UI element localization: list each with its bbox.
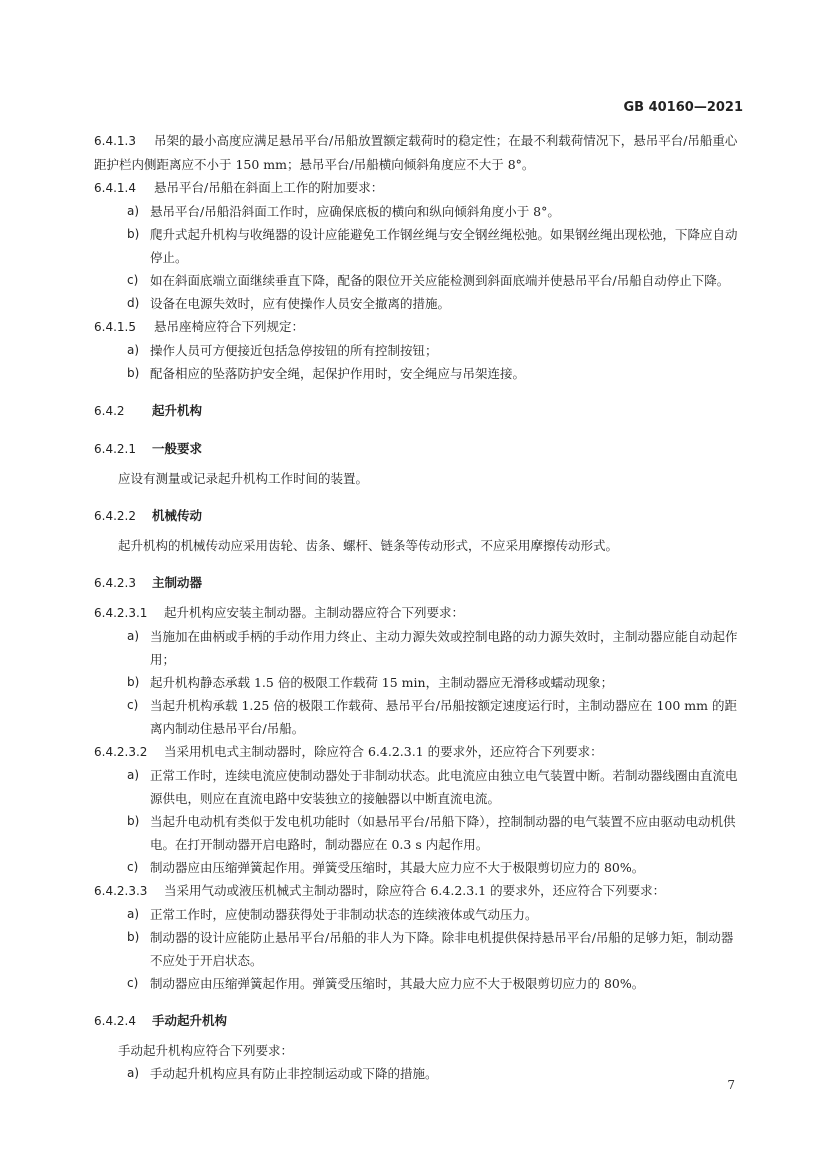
paragraph: 手动起升机构应符合下列要求： [118, 1043, 294, 1058]
item-text: 制动器的设计应能防止悬吊平台/吊船的非人为下降。除非电机提供保持悬吊平台/吊船的足够力矩，制动器不应处于开启状态。 [150, 930, 734, 968]
item-text: 手动起升机构应具有防止非控制运动或下降的措施。 [150, 1066, 438, 1081]
list-item [94, 926, 742, 972]
item-text: 爬升式起升机构与收绳器的设计应能避免工作钢丝绳与安全钢丝绳松弛。如果钢丝绳出现松弛，下降应自动停止。 [150, 227, 738, 265]
item-marker: a) [127, 204, 140, 218]
clause-text: 悬吊平台/吊船在斜面上工作的附加要求： [154, 180, 384, 195]
list-item [94, 292, 742, 315]
heading-number: 6.4.2.4 [94, 1014, 136, 1028]
document-body [94, 129, 742, 1085]
section-heading-6-4-2-2 [94, 504, 742, 528]
item-text: 配备相应的坠落防护安全绳，起保护作用时，安全绳应与吊架连接。 [150, 366, 526, 381]
item-marker: a) [127, 629, 140, 643]
clause-6-4-1-4 [94, 176, 742, 200]
clause-6-4-1-5 [94, 315, 742, 339]
clause-text: 起升机构应安装主制动器。主制动器应符合下列要求： [164, 605, 465, 620]
item-text: 当施加在曲柄或手柄的手动作用力终止、主动力源失效或控制电路的动力源失效时，主制动器应能自动起作用； [150, 629, 738, 667]
clause-text: 悬吊座椅应符合下列规定： [154, 319, 305, 334]
heading-title: 一般要求 [152, 441, 203, 456]
clause-6-4-1-3 [94, 129, 742, 176]
heading-title: 机械传动 [152, 508, 203, 523]
list-item [94, 269, 742, 292]
item-marker: c) [127, 976, 139, 990]
list-item [94, 694, 742, 740]
item-marker: a) [127, 907, 140, 921]
heading-number: 6.4.2.1 [94, 442, 136, 456]
clause-6-4-2-3-1 [94, 601, 742, 625]
clause-number: 6.4.2.3.1 [94, 606, 148, 620]
item-text: 正常工作时，连续电流应使制动器处于非制动状态。此电流应由独立电气装置中断。若制动器线圈由直流电源供电，则应在直流电路中安装独立的接触器以中断直流电流。 [150, 768, 738, 806]
list-item [94, 856, 742, 879]
item-marker: a) [127, 343, 140, 357]
item-marker: b) [127, 227, 140, 241]
item-marker: c) [127, 698, 139, 712]
list-item [94, 200, 742, 223]
heading-number: 6.4.2.3 [94, 576, 136, 590]
item-marker: b) [127, 930, 140, 944]
item-text: 操作人员可方便接近包括急停按钮的所有控制按钮； [150, 343, 438, 358]
list-item [94, 764, 742, 810]
clause-text: 当采用气动或液压机械式主制动器时，除应符合 6.4.2.3.1 的要求外，还应符合下列要求： [164, 883, 666, 898]
item-text: 当起升电动机有类似于发电机功能时（如悬吊平台/吊船下降），控制制动器的电气装置不应由驱动电动机供电。在打开制动器开启电路时，制动器应在 0.3 s 内起作用。 [150, 814, 736, 852]
item-text: 如在斜面底端立面继续垂直下降，配备的限位开关应能检测到斜面底端并使悬吊平台/吊船自动停止下降。 [150, 273, 730, 288]
list-item [94, 339, 742, 362]
heading-number: 6.4.2 [94, 404, 125, 418]
heading-title: 起升机构 [152, 403, 203, 418]
clause-text: 当采用机电式主制动器时，除应符合 6.4.2.3.1 的要求外，还应符合下列要求： [164, 744, 603, 759]
item-text: 起升机构静态承载 1.5 倍的极限工作载荷 15 min，主制动器应无滑移或蠕动现象； [150, 675, 614, 690]
section-heading-6-4-2-1 [94, 437, 742, 461]
item-marker: a) [127, 1066, 140, 1080]
clause-text: 吊架的最小高度应满足悬吊平台/吊船放置额定载荷时的稳定性；在最不利载荷情况下，悬吊平台/吊船重心距护栏内侧距离应不小于 150 mm；悬吊平台/吊船横向倾斜角度应不大于 8°。 [94, 133, 738, 172]
list-item [94, 625, 742, 671]
item-text: 设备在电源失效时，应有使操作人员安全撤离的措施。 [150, 296, 451, 311]
clause-number: 6.4.2.3.2 [94, 745, 148, 759]
list-item [94, 223, 742, 269]
item-text: 制动器应由压缩弹簧起作用。弹簧受压缩时，其最大应力应不大于极限剪切应力的 80%。 [150, 976, 645, 991]
heading-title: 主制动器 [152, 575, 203, 590]
item-marker: a) [127, 768, 140, 782]
clause-6-4-2-3-3 [94, 879, 742, 903]
item-marker: b) [127, 675, 140, 689]
list-item [94, 1062, 742, 1085]
paragraph: 起升机构的机械传动应采用齿轮、齿条、螺杆、链条等传动形式，不应采用摩擦传动形式。 [118, 538, 619, 553]
list-item [94, 362, 742, 385]
section-heading-6-4-2-4 [94, 1009, 742, 1033]
item-text: 当起升机构承载 1.25 倍的极限工作载荷、悬吊平台/吊船按额定速度运行时，主制动器应在 100 mm 的距离内制动住悬吊平台/吊船。 [150, 698, 737, 736]
list-item [94, 671, 742, 694]
item-marker: d) [127, 296, 140, 310]
item-marker: c) [127, 273, 139, 287]
document-code: GB 40160—2021 [623, 100, 743, 115]
section-heading-6-4-2-3 [94, 571, 742, 595]
item-marker: b) [127, 814, 140, 828]
list-item [94, 903, 742, 926]
clause-number: 6.4.1.3 [94, 134, 136, 148]
paragraph: 应设有测量或记录起升机构工作时间的装置。 [118, 471, 369, 486]
item-text: 制动器应由压缩弹簧起作用。弹簧受压缩时，其最大应力应不大于极限剪切应力的 80%。 [150, 860, 645, 875]
heading-title: 手动起升机构 [152, 1013, 228, 1028]
section-heading-6-4-2 [94, 399, 742, 423]
list-item [94, 972, 742, 995]
item-marker: b) [127, 366, 140, 380]
clause-6-4-2-3-2 [94, 740, 742, 764]
clause-number: 6.4.1.4 [94, 181, 136, 195]
page-number: 7 [727, 1078, 735, 1092]
clause-number: 6.4.2.3.3 [94, 884, 148, 898]
heading-number: 6.4.2.2 [94, 509, 136, 523]
clause-number: 6.4.1.5 [94, 320, 136, 334]
list-item [94, 810, 742, 856]
item-text: 正常工作时，应使制动器获得处于非制动状态的连续液体或气动压力。 [150, 907, 538, 922]
item-marker: c) [127, 860, 139, 874]
item-text: 悬吊平台/吊船沿斜面工作时，应确保底板的横向和纵向倾斜角度小于 8°。 [150, 204, 560, 219]
